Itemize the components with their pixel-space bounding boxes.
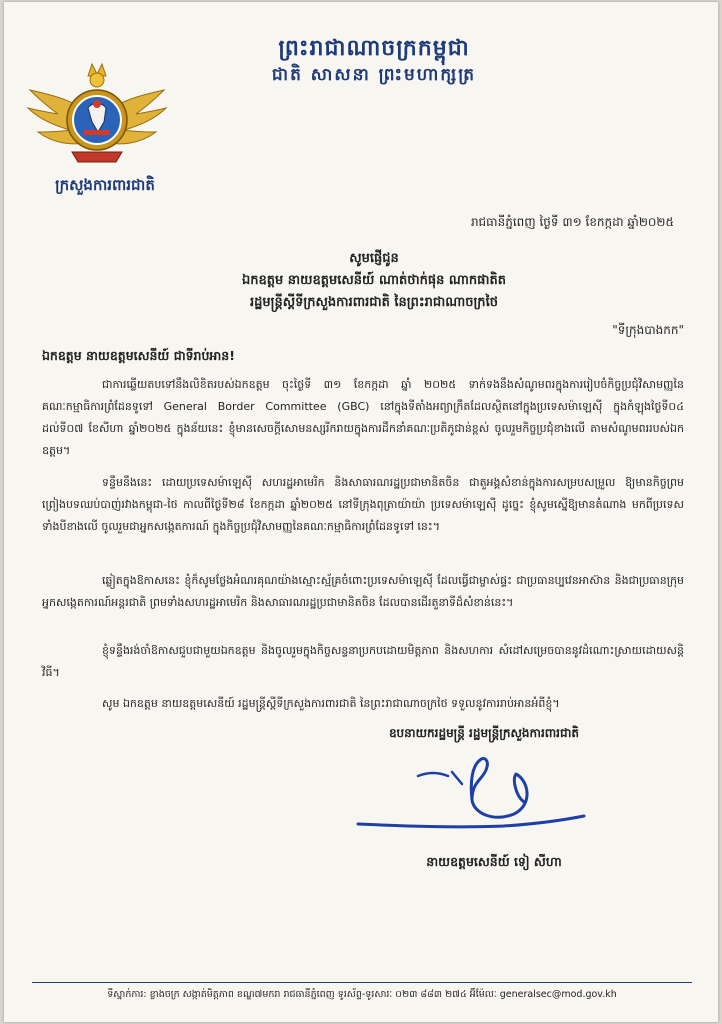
addressee-intro: សូមផ្ញើជូន: [349, 251, 399, 266]
footer-divider: [32, 982, 692, 983]
addressee-name: ឯកឧត្តម នាយឧត្តមសេនីយ៍ ណាត់ថាក់ផុន ណាកផាតិត: [242, 273, 506, 288]
addressee-city: "ទីក្រុងបាងកក": [612, 323, 684, 337]
addressee-title: រដ្ឋមន្ត្រីស្តីទីក្រសួងការពារជាតិ នៃព្រះរាជាណាចក្រថៃ: [250, 295, 498, 310]
letter-page: [4, 2, 718, 1022]
body-paragraph: ឆ្លៀតក្នុងឱកាសនេះ ខ្ញុំក៏សូមថ្លែងអំណរគុណយ៉ាងស្មោះស្ម័គ្រចំពោះប្រទេសម៉ាឡេស៊ី ដែលធ្វើជាម្ចាស់ផ្ទះ ជាប្រធានប្បវេនអាស៊ាន និងជាប្រធានក្រុមអ្នកសង្កេតការណ៍អន្តរជាតិ ព្រមទាំងសហរដ្ឋអាមេរិក និងសាធារណរដ្ឋប្រជាមានិតចិន ដែលបានដើរតួនាទីដ៏សំខាន់នេះ។: [42, 574, 684, 609]
signer-name: នាយឧត្តមសេនីយ៍ ទៀ សីហា: [426, 854, 562, 869]
salutation: ឯកឧត្តម នាយឧត្តមសេនីយ៍ ជាទីរាប់អាន!: [42, 348, 235, 363]
body-paragraph: ទន្ទឹមនឹងនេះ ដោយប្រទេសម៉ាឡេស៊ី សហរដ្ឋអាមេរិក និងសាធារណរដ្ឋប្រជាមានិតចិន ជាតួអង្គសំខាន់ក្នុងការសម្របសម្រួល ឱ្យមានកិច្ចព្រមព្រៀងបទឈប់បាញ់រវាងកម្ពុជា-ថៃ កាលពីថ្ងៃទី២៨ ខែកក្កដា ឆ្នាំ២០២៥ នៅទីក្រុងពុត្រាយ៉ាយ៉ា ប្រទេសម៉ាឡេស៊ី ដូច្នេះ ខ្ញុំសូមស្នើឱ្យមានតំណាង មកពីប្រទេសទាំងបីខាងលើ ចូលរួមជាអ្នកសង្កេតការណ៍ ក្នុងកិច្ចប្រជុំវិសាមញ្ញនៃគណៈកម្មាធិការព្រំដែនទូទៅ នេះ។: [42, 476, 684, 533]
ministry-emblem-icon: [22, 60, 172, 172]
national-motto: ជាតិ សាសនា ព្រះមហាក្សត្រ: [271, 65, 477, 85]
kingdom-heading: ព្រះរាជាណាចក្រកម្ពុជា: [278, 35, 470, 61]
ministry-name: ក្រសួងការពារជាតិ: [55, 176, 155, 194]
date-line: រាជធានីភ្នំពេញ ថ្ងៃទី ៣១ ខែកក្កដា ឆ្នាំ២០២៥: [470, 215, 674, 229]
closing-line: សូម ឯកឧត្តម នាយឧត្តមសេនីយ៍ រដ្ឋមន្ត្រីស្តីទីក្រសួងការពារជាតិ នៃព្រះរាជាណាចក្រថៃ ទទួលនូវការរាប់អានអំពីខ្ញុំ។: [102, 697, 560, 710]
handwritten-signature-icon: [344, 752, 594, 842]
body-paragraph: ខ្ញុំទន្ទឹងរង់ចាំឱកាសជួបជាមួយឯកឧត្តម និងចូលរួមក្នុងកិច្ចសន្ទនាប្រកបដោយមិត្តភាព និងសហការ សំដៅសម្រេចបាននូវដំណោះស្រាយដោយសន្តិវិធី។: [42, 644, 684, 679]
body-paragraph: ជាការឆ្លើយតបទៅនឹងលិខិតរបស់ឯកឧត្តម ចុះថ្ងៃទី ៣១ ខែកក្កដា ឆ្នាំ ២០២៥ ទាក់ទងនឹងសំណូមពរក្នុងការរៀបចំកិច្ចប្រជុំវិសាមញ្ញនៃគណៈកម្មាធិការព្រំដែនទូទៅ General Border Committee (GBC) នៅក្នុងទីតាំងអព្យាក្រឹតដែលស្ថិតនៅក្នុងប្រទេសម៉ាឡេស៊ី ក្នុងកំឡុងថ្ងៃទី០៤ ដល់ទី០៧ ខែសីហា ឆ្នាំ២០២៥ ក្នុងន័យនេះ ខ្ញុំមានសេចក្តីសោមនស្សរីករាយក្នុងការដឹកនាំគណៈប្រតិភូជាន់ខ្ពស់ ចូលរួមកិច្ចប្រជុំខាងលើ តាមសំណូមពររបស់ឯកឧត្តម។: [42, 378, 684, 457]
sender-title: ឧបនាយករដ្ឋមន្ត្រី រដ្ឋមន្ត្រីក្រសួងការពារជាតិ: [388, 726, 580, 740]
footer-contact: ទីស្នាក់ការ: ខ្លាងចក្រ សង្កាត់មិត្តភាព ខណ្ឌ៧មករា រាជធានីភ្នំពេញ ទូរស័ព្ទ-ទូរសារៈ ០២៣ ៨៨៣ ២៧៤ អ៊ីម៉ែលៈ generalsec@mod.gov.kh: [107, 989, 617, 1000]
